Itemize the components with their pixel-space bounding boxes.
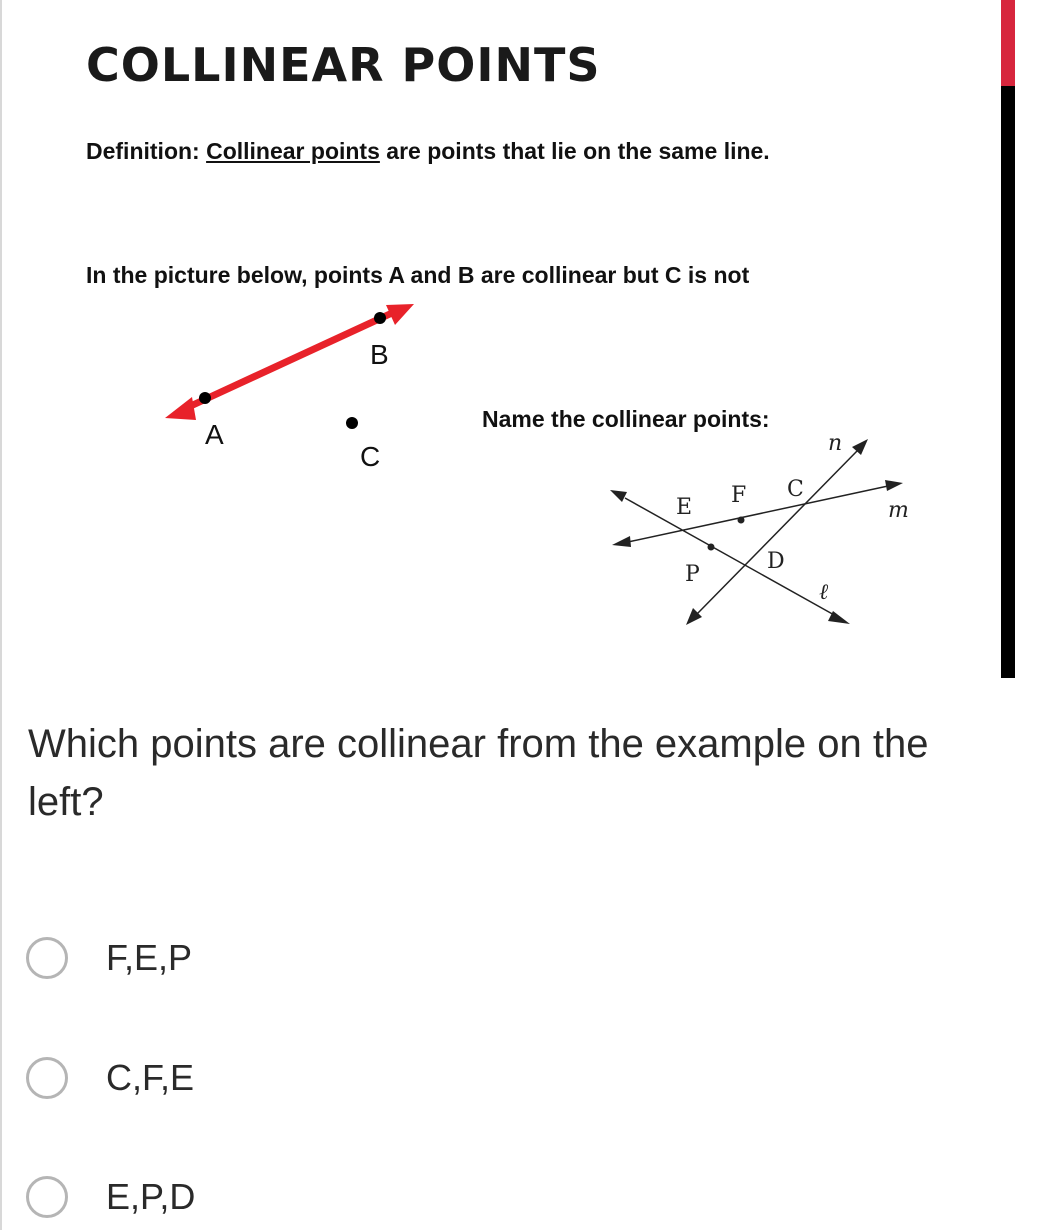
line-m-arrow-right	[885, 480, 903, 491]
option-label: F,E,P	[106, 937, 193, 978]
radio-button[interactable]	[26, 1176, 68, 1218]
line-n	[697, 450, 858, 614]
option-label: C,F,E	[106, 1057, 195, 1098]
point-p-dot	[708, 544, 715, 551]
label-c: C	[360, 441, 381, 472]
slide-title: COLLINEAR POINTS	[86, 38, 601, 92]
answer-option-1[interactable]	[26, 933, 426, 983]
name-prompt: Name the collinear points:	[482, 406, 770, 432]
exercise-figure	[610, 439, 903, 625]
point-a-dot	[199, 392, 211, 404]
label-m: m	[888, 498, 909, 523]
red-line-ab	[182, 313, 392, 410]
example-figure	[165, 304, 414, 472]
answer-option-2[interactable]	[26, 1053, 426, 1103]
definition-prefix: Definition:	[86, 138, 200, 164]
label-e: E	[676, 495, 693, 520]
line-m	[628, 486, 888, 542]
definition-rest: are points that lie on the same line.	[386, 138, 770, 164]
label-a: A	[205, 419, 224, 450]
picture-description: In the picture below, points A and B are collinear but C is not	[86, 262, 750, 288]
option-label: E,P,D	[106, 1176, 196, 1217]
point-b-dot	[374, 312, 386, 324]
line-m-arrow-left	[612, 536, 631, 547]
radio-button[interactable]	[26, 1057, 68, 1099]
label-f: F	[731, 483, 747, 508]
exercise-labels	[676, 431, 909, 605]
label-b: B	[370, 339, 389, 370]
label-n: n	[828, 431, 843, 456]
definition-term: Collinear points	[206, 138, 380, 164]
label-l: ℓ	[819, 580, 829, 605]
label-d: D	[767, 549, 785, 574]
label-c2: C	[787, 477, 804, 502]
line-l-arrow-up	[610, 490, 627, 502]
radio-button[interactable]	[26, 937, 68, 979]
label-p: P	[685, 562, 700, 587]
line-l	[625, 498, 836, 616]
question-text: Which points are collinear from the example on the left?	[28, 722, 929, 824]
red-arrowhead-left	[165, 397, 196, 420]
point-c-dot	[346, 417, 358, 429]
point-f-dot	[738, 517, 745, 524]
answer-option-3[interactable]	[26, 1172, 426, 1222]
